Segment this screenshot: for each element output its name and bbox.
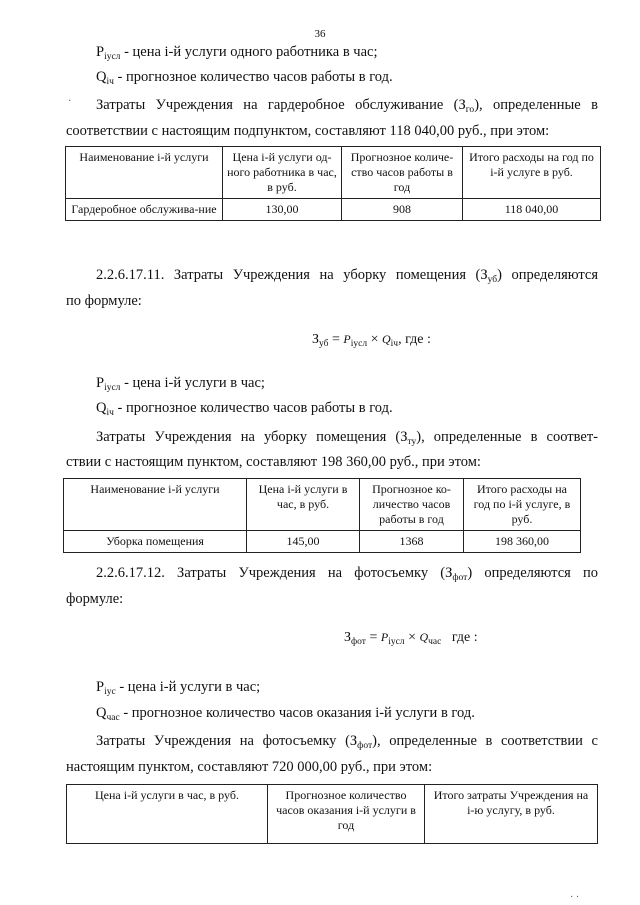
subscript: iусл xyxy=(350,339,368,349)
formula-lhs: З xyxy=(312,332,320,347)
text: Затраты Учреждения на фотосъемку (З xyxy=(96,733,358,749)
formula-suffix: где : xyxy=(451,630,478,645)
table-header-cell: Прогнозное количе-ство часов работы в год xyxy=(342,147,463,199)
subscript: го xyxy=(465,105,475,115)
subscript: iусл xyxy=(388,637,405,647)
table-header-cell: Цена i-й услуги од-ного работника в час, в руб. xyxy=(223,147,342,199)
definition-text: - цена i-й услуги в час; xyxy=(124,375,265,391)
formula-var: Q xyxy=(382,332,391,346)
paragraph-cleaning-formula-intro: по формуле: xyxy=(66,293,142,309)
text: ) определяются xyxy=(497,267,598,283)
subscript: фот xyxy=(452,573,468,583)
symbol-q: Q xyxy=(96,400,107,416)
subscript: фот xyxy=(351,637,366,647)
formula-var: Q xyxy=(419,630,429,644)
paragraph-photo-cost-cont: настоящим пунктом, составляют 720 000,00 руб., при этом: xyxy=(66,759,433,775)
table-cell: 130,00 xyxy=(223,199,342,221)
table-header-cell: Прогнозное ко-личество часов работы в год xyxy=(360,479,464,531)
text: Затраты Учреждения на уборку помещения (З xyxy=(96,429,408,445)
subscript: час xyxy=(428,637,442,647)
table-cleaning xyxy=(63,478,581,553)
text: Затраты Учреждения на гардеробное обслуживание (З xyxy=(96,97,466,113)
subscript: ту xyxy=(407,437,417,447)
definition-text: - прогнозное количество часов работы в год. xyxy=(117,400,393,416)
paragraph-photo-formula-intro: формуле: xyxy=(66,591,124,607)
table-photo xyxy=(66,784,598,844)
symbol-sub: iусл xyxy=(104,383,121,393)
formula-var: P xyxy=(380,630,389,644)
symbol-sub: iч xyxy=(106,77,114,87)
symbol-sub: iусл xyxy=(104,52,121,62)
text: 2.2.6.17.11. Затраты Учреждения на уборку помещения (З xyxy=(96,267,488,283)
table-header-row xyxy=(67,785,598,844)
symbol-q: Q xyxy=(96,705,107,721)
subscript: уб xyxy=(319,339,329,349)
definition-quantity xyxy=(96,703,475,723)
text: ) определяются по xyxy=(467,565,598,581)
table-cell: 908 xyxy=(342,199,463,221)
definition-price xyxy=(96,373,265,393)
paragraph-cleaning-heading xyxy=(96,265,598,285)
definition-text: - цена i-й услуги одного работника в час; xyxy=(124,44,378,60)
page-number: 36 xyxy=(314,28,326,40)
formula-var: P xyxy=(343,332,351,346)
definition-quantity xyxy=(96,67,393,87)
subscript: уб xyxy=(487,275,498,285)
table-row xyxy=(64,531,581,553)
table-row xyxy=(66,199,601,221)
table-header-cell: Наименование i-й услуги xyxy=(64,479,247,531)
table-cell: Уборка помещения xyxy=(64,531,247,553)
formula-lhs: З xyxy=(344,630,352,645)
table-cell: Гардеробное обслужива-ние xyxy=(66,199,223,221)
table-header-row xyxy=(66,147,601,199)
paragraph-photo-heading xyxy=(96,563,598,583)
formula-suffix: , где : xyxy=(398,332,431,347)
table-header-cell: Итого затраты Учреждения на i-ю услугу, в руб. xyxy=(425,785,598,844)
definition-price xyxy=(96,42,378,62)
subscript: фот xyxy=(357,741,373,751)
table-header-cell: Прогнозное количество часов оказания i-й услуги в год xyxy=(268,785,425,844)
paragraph-photo-cost xyxy=(96,731,598,751)
symbol-sub: час xyxy=(106,713,120,723)
definition-text: - прогнозное количество часов оказания i-й услуги в год. xyxy=(123,705,475,721)
formula-cleaning: $З_{уб} = P_{iусл} \times Q_{iч}$, где : xyxy=(312,332,431,349)
definition-price xyxy=(96,677,260,697)
text: ), определенные в соответ- xyxy=(416,429,598,445)
paragraph-cleaning-cost-cont: ствии с настоящим пунктом, составляют 198 360,00 руб., при этом: xyxy=(66,454,481,470)
table-header-cell: Цена i-й услуги в час, в руб. xyxy=(247,479,360,531)
subscript: iч xyxy=(390,339,399,349)
paragraph-wardrobe-cost-cont: соответствии с настоящим подпунктом, составляют 118 040,00 руб., при этом: xyxy=(66,123,550,139)
table-cell: 145,00 xyxy=(247,531,360,553)
text: ), определенные в соответствии с xyxy=(372,733,598,749)
table-header-row xyxy=(64,479,581,531)
symbol-p: P xyxy=(96,44,105,60)
text: ), определенные в xyxy=(474,97,598,113)
text: 2.2.6.17.12. Затраты Учреждения на фотосъемку (З xyxy=(96,565,453,581)
stray-mark: · xyxy=(68,96,72,107)
paragraph-cleaning-cost xyxy=(96,427,598,447)
symbol-sub: iч xyxy=(106,408,114,418)
definition-text: - цена i-й услуги в час; xyxy=(119,679,261,695)
table-header-cell: Итого расходы на год по i-й услуге, в руб. xyxy=(464,479,581,531)
table-cell: 118 040,00 xyxy=(463,199,601,221)
paragraph-wardrobe-cost xyxy=(96,95,598,115)
table-header-cell: Цена i-й услуги в час, в руб. xyxy=(67,785,268,844)
table-header-cell: Итого расходы на год по i-й услуге в руб. xyxy=(463,147,601,199)
table-header-cell: Наименование i-й услуги xyxy=(66,147,223,199)
table-cell: 198 360,00 xyxy=(464,531,581,553)
table-cell: 1368 xyxy=(360,531,464,553)
symbol-p: P xyxy=(96,375,105,391)
table-wardrobe xyxy=(65,146,601,221)
definition-quantity xyxy=(96,398,393,418)
symbol-q: Q xyxy=(96,69,107,85)
definition-text: - прогнозное количество часов работы в год. xyxy=(117,69,393,85)
formula-photo: $З_{фот} = P_{iусл} \times Q_{час}$ где : xyxy=(344,630,478,647)
symbol-p: P xyxy=(96,679,105,695)
symbol-sub: iус xyxy=(104,687,116,697)
scan-mark: · · xyxy=(570,892,580,903)
